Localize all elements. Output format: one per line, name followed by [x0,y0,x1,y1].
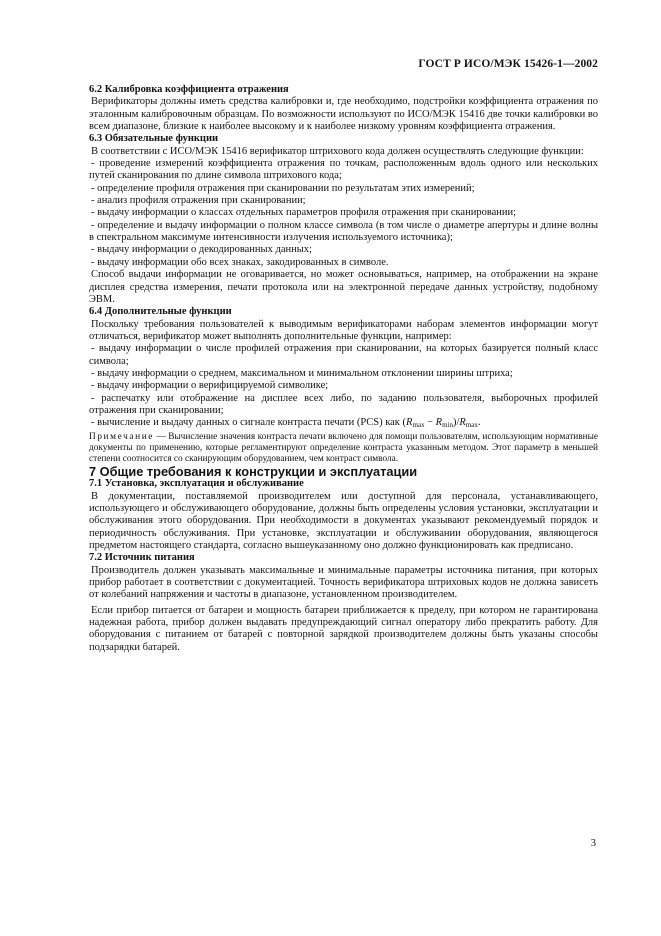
section-6-2-text: Верификаторы должны иметь средства калибровки и, где необходимо, подстройки коэффициента отражения по эталонным калибровочным образцам. По возможности используют по ИСО/МЭК 15416 две точки калибровки во всем диапазоне, близкие к наиболее высокому и к наиболее низкому уровням коэффициента отражения. [89,96,598,133]
formula-r: R [459,417,466,429]
page-content [89,84,598,654]
list-item: - анализ профиля отражения при сканировании; [91,195,306,207]
list-item-pcs [89,417,598,431]
list-item: - определение профиля отражения при сканировании по результатам этих измерений; [91,182,475,194]
list-item: - выдачу информации о верифицируемой символике; [91,380,329,392]
formula-min: min [442,421,453,430]
section-7-1-title: 7.1 Установка, эксплуатация и обслуживание [89,478,304,490]
section-6-4-intro: Поскольку требования пользователей к выводимым верификаторами наборам элементов информации могут отличаться, верификатор может выполнять дополнительные функции, например: [89,318,598,342]
note-text: — Вычисление значения контраста печати включено для помощи пользователям, использующим нормативные документы по применению, которые регламентируют определение контраста указанным методом. Этот параметр в меньшей степени соотносится со сканирующим оборудованием, чем контраст символа. [89,431,598,465]
list-item: - выдачу информации о декодированных данных; [91,244,312,256]
note-label: Примечание [89,431,154,442]
section-6-3-outro: Способ выдачи информации не оговаривается, но может основываться, например, на отображении на экране дисплея средства измерения, печати протокола или на электронной передаче данных устройству, подобному ЭВМ. [89,269,598,305]
formula-r: R [435,417,443,429]
list-item: - выдачу информации о классах отдельных параметров профиля отражения при сканировании; [91,207,517,219]
list-item: - определение и выдачу информации о полном классе символа (в том числе о диаметре апертуры и длине волны в спектральном максимуме интенсивности излучения используемого источника); [89,219,598,244]
section-7-title: 7 Общие требования к конструкции и эксплуатации [89,463,418,479]
section-6-3-intro: В соответствии с ИСО/МЭК 15416 верификатор штрихового кода должен осуществлять следующие функции: [91,145,584,157]
list-item: - выдачу информации о среднем, максимальном и минимальном отклонении ширины штриха; [91,367,513,379]
section-7-2-text-2: Если прибор питается от батареи и мощность батареи приближается к пределу, при котором не гарантирована надежная работа, прибор должен выдавать предупреждающий сигнал оператору либо прекратить работу. Для оборудования с питанием от батарей с повторной зарядкой производителем должны быть указаны способы подзарядки батарей. [89,604,598,653]
section-7-1-text: В документации, поставляемой производителем или доступной для персонала, устанавливающего, использующего и обслуживающего оборудование, должны быть определены условия установки, эксплуатации и обслуживания этого оборудования. При необходимости в документах указывают рекомендуемый порядок и периодичность обслуживания. При установке, эксплуатации и обслуживании оборудования, являющегося предметом настоящего стандарта, согласно вышеуказанному оно должно функционировать как предписано. [89,490,598,551]
note [89,432,598,466]
section-7-2-title: 7.2 Источник питания [89,552,195,564]
list-item: - выдачу информации о числе профилей отражения при сканировании, на которых базируется полный класс символа; [89,343,598,367]
pcs-text: - вычисление и выдачу данных о сигнале контраста печати (PCS) как ( [91,417,407,429]
formula-max: max [465,421,478,430]
list-item: - выдачу информации обо всех знаках, закодированных в символе. [91,256,389,268]
list-item: - проведение измерений коэффициента отражения по точкам, расположенным вдоль одного или нескольких путей сканирования по длине символа штрихового кода; [89,158,598,182]
section-6-2-title: 6.2 Калибровка коэффициента отражения [89,84,289,95]
section-7-2-text-1: Производитель должен указывать максимальные и минимальные параметры источника питания, при которых прибор работает в соответствии с документацией. Точность верификатора штриховых кодов не должна зависеть от колебаний напряжения и частоты в диапазоне, установленном производителем. [89,564,598,601]
formula-end: . [477,417,481,429]
formula-r: R [406,417,413,429]
list-item: - распечатку или отображение на дисплее всех либо, по заданию пользователя, выборочных профилей отражения при сканировании; [89,392,598,416]
formula-minus: − [424,417,436,429]
section-6-4-title: 6.4 Дополнительные функции [89,306,232,318]
formula-max: max [412,421,425,430]
document-header: ГОСТ Р ИСО/МЭК 15426-1—2002 [418,58,598,70]
section-6-3-title: 6.3 Обязательные функции [89,133,219,145]
formula-close: )/ [452,417,460,429]
page-number: 3 [590,838,596,849]
